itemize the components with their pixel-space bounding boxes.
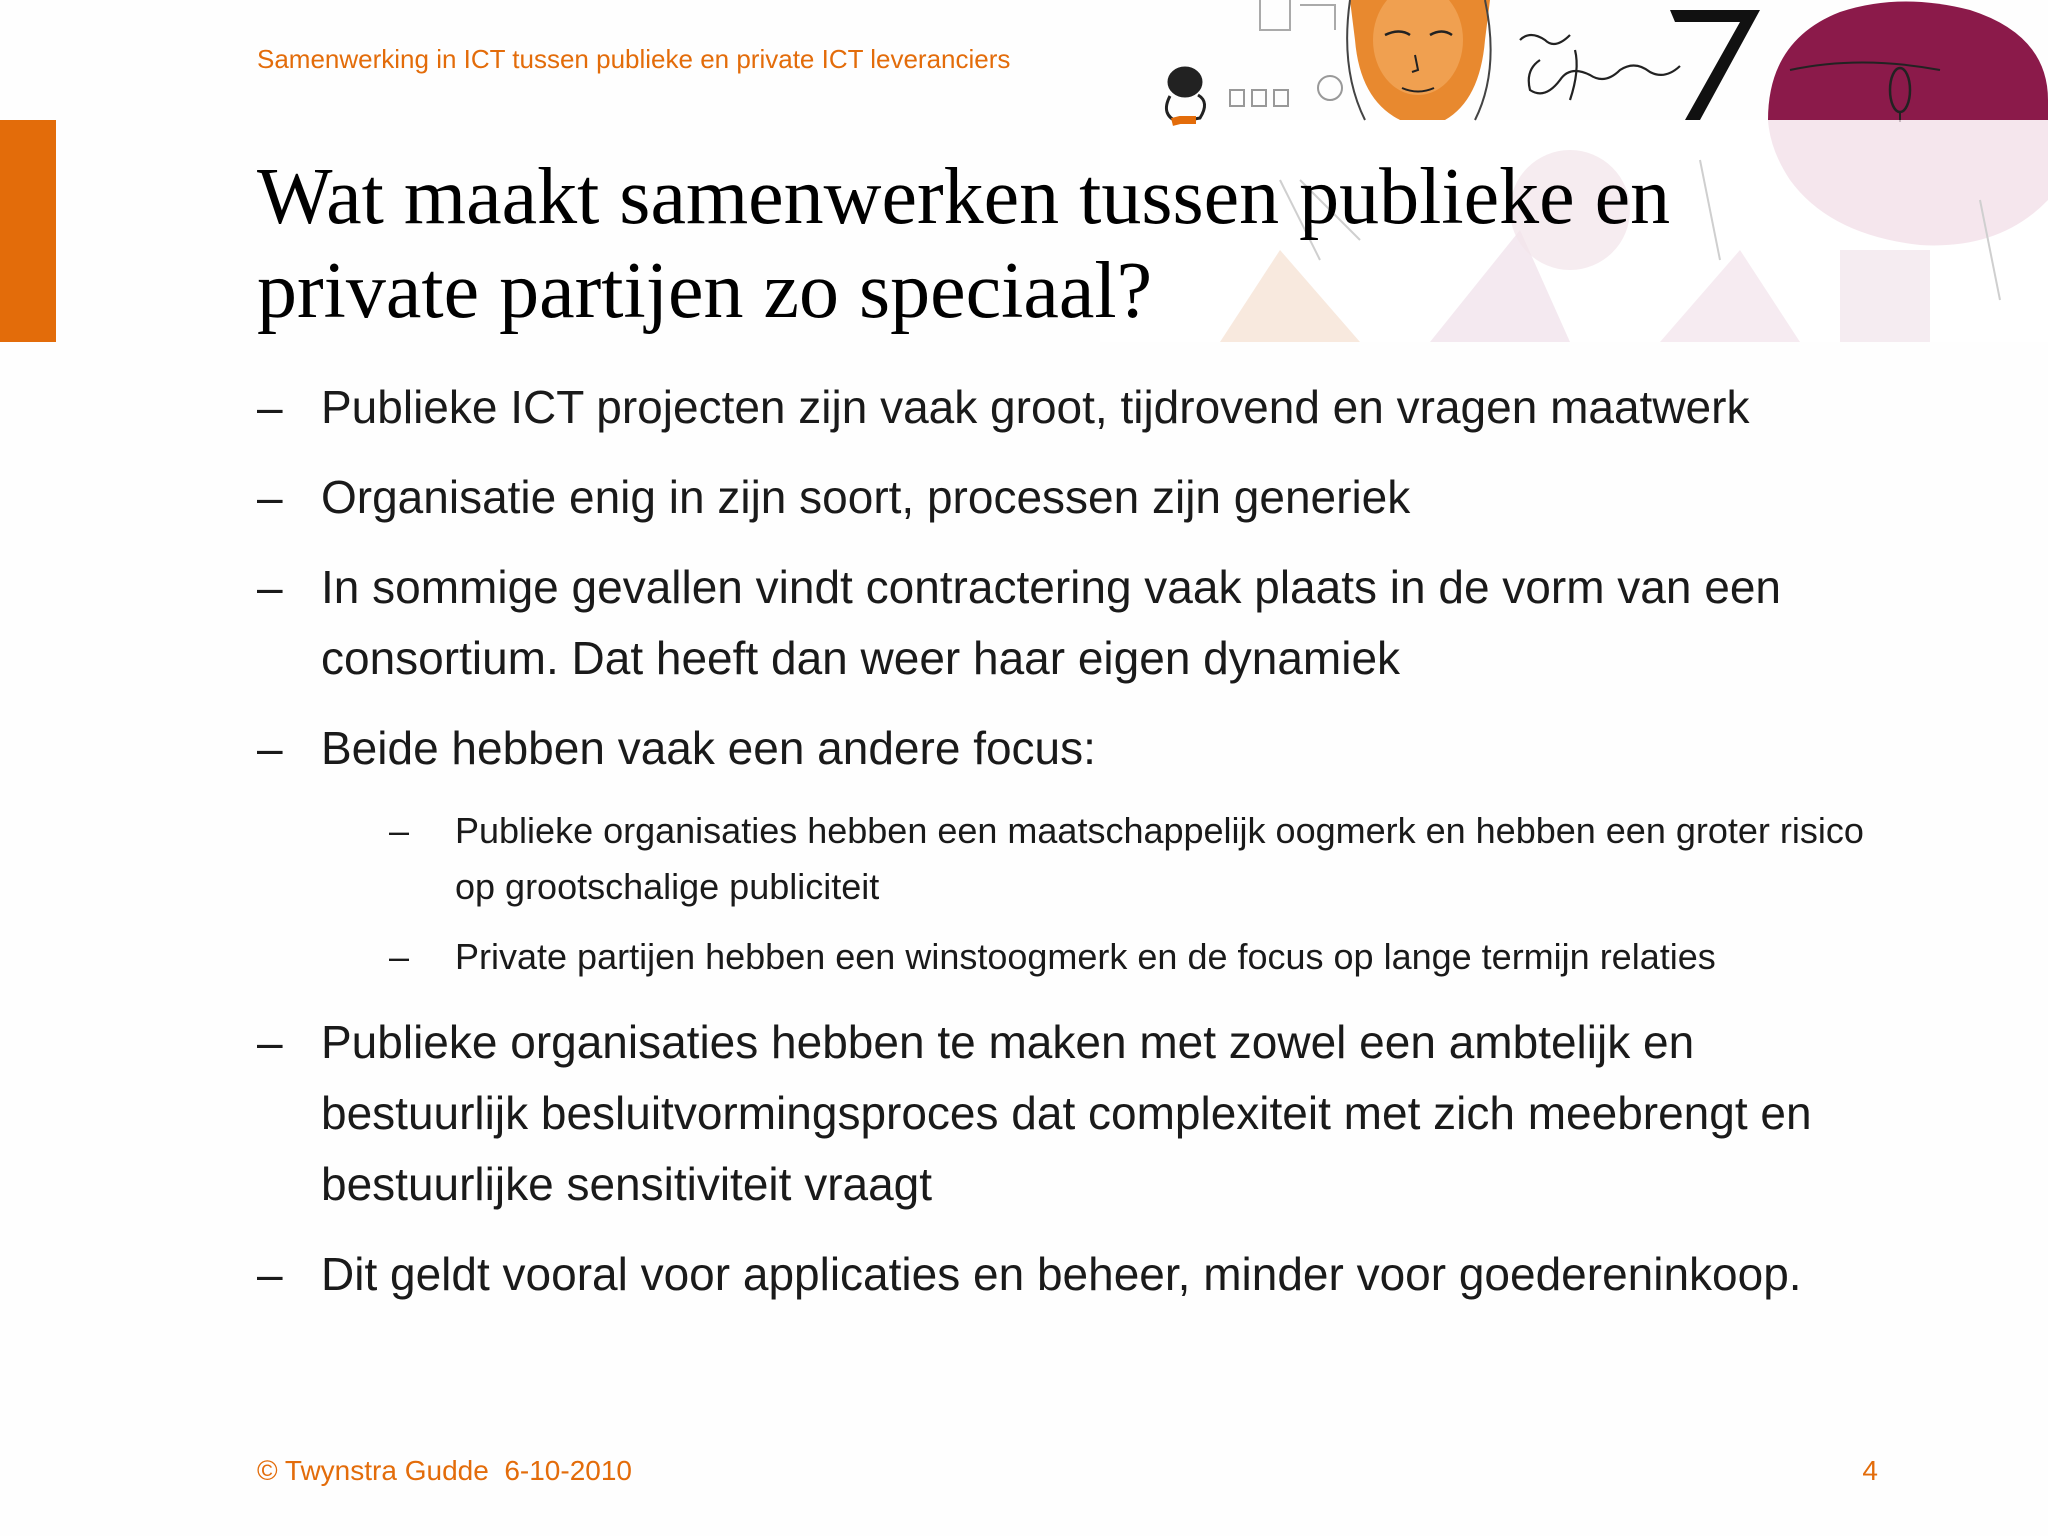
bullet-dash: – xyxy=(257,1016,283,1068)
bullet-dash: – xyxy=(257,722,283,774)
footer-copyright: © Twynstra Gudde 6-10-2010 xyxy=(257,1455,632,1486)
burgundy-circle-graphic xyxy=(1768,1,2048,122)
bullet-text: Organisatie enig in zijn soort, processen zijn generiek xyxy=(321,471,1411,523)
sub-bullet-dash: – xyxy=(389,936,410,977)
sub-bullet-text: Publieke organisaties hebben een maatschappelijk oogmerk en hebben een groter risico op grootschalige publiciteit xyxy=(455,810,1864,907)
bullet-text: Beide hebben vaak een andere focus: xyxy=(321,722,1096,774)
bullet-dash: – xyxy=(257,471,283,523)
sub-bullet-item xyxy=(389,803,1897,915)
bullet-text: In sommige gevallen vindt contractering vaak plaats in de vorm van een consortium. Dat heeft dan weer haar eigen dynamiek xyxy=(321,561,1782,684)
bullet-item xyxy=(257,1007,1897,1220)
orange-accent-bar xyxy=(0,120,56,342)
sub-bullet-dash: – xyxy=(389,810,410,851)
figure-sketch-icon xyxy=(1166,68,1204,122)
face-sketch-icon xyxy=(1347,0,1490,120)
numeral-seven-graphic xyxy=(1670,10,1760,120)
bullet-dash: – xyxy=(257,381,283,433)
sub-bullet-text: Private partijen hebben een winstoogmerk en de focus op lange termijn relaties xyxy=(455,936,1716,977)
bullet-text: Dit geldt vooral voor applicaties en beheer, minder voor goedereninkoop. xyxy=(321,1248,1802,1300)
page-number: 4 xyxy=(1862,1455,1878,1486)
running-title: Samenwerking in ICT tussen publieke en private ICT leveranciers xyxy=(257,44,1011,74)
bullet-item xyxy=(257,552,1897,694)
bullet-dash: – xyxy=(257,561,283,613)
bullet-item xyxy=(257,713,1897,784)
bullet-text: Publieke ICT projecten zijn vaak groot, tijdrovend en vragen maatwerk xyxy=(321,381,1750,433)
bullet-item xyxy=(257,372,1897,443)
slide-title-line-1: Wat maakt samenwerken tussen publieke en xyxy=(257,153,1671,241)
bullet-text: Publieke organisaties hebben te maken met zowel een ambtelijk en bestuurlijk besluitvormingsproces dat complexiteit met zich meebrengt en bestuurlijke sensitiviteit vraagt xyxy=(321,1016,1812,1210)
slide-title xyxy=(257,150,1897,338)
slide-title-line-2: private partijen zo speciaal? xyxy=(257,247,1153,335)
bullet-item xyxy=(257,462,1897,533)
bullet-item xyxy=(257,1239,1897,1310)
bullet-list xyxy=(257,372,1897,1329)
sub-bullet-item xyxy=(389,929,1897,985)
signature-scribble-icon xyxy=(1520,35,1680,100)
bullet-dash: – xyxy=(257,1248,283,1300)
